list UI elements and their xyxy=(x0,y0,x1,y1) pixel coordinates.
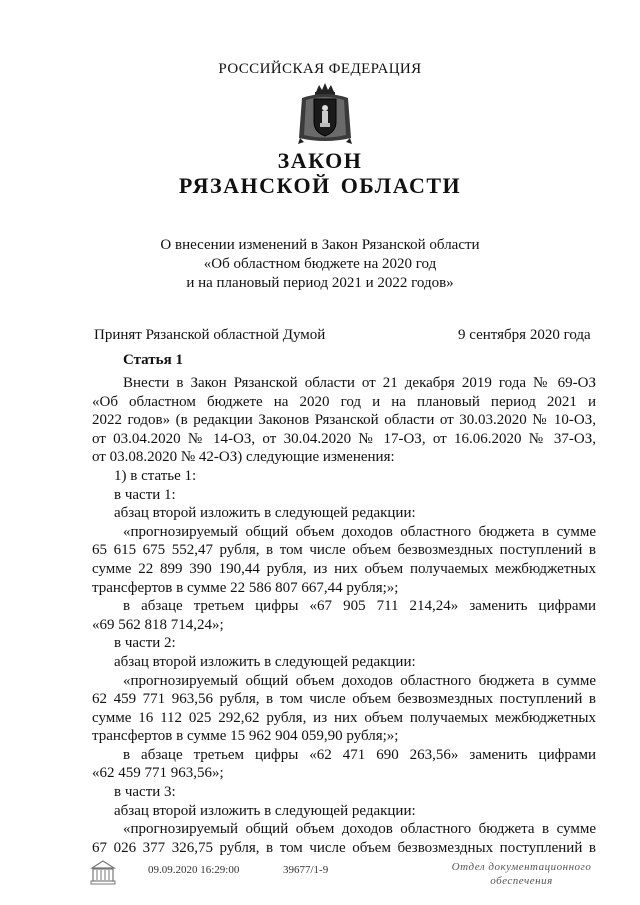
body-line: «прогнозируемый общий объем доходов областного бюджета в сумме xyxy=(123,523,596,540)
adopted-by: Принят Рязанской областной Думой xyxy=(94,327,326,343)
body-line: 2022 годов» (в редакции Законов Рязанской области от 30.03.2020 № 10-ОЗ, xyxy=(92,412,596,429)
body-line: абзац второй изложить в следующей редакции: xyxy=(114,802,416,819)
header-region-word: ОБЛАСТИ xyxy=(340,173,462,198)
body-line: в части 3: xyxy=(114,784,176,801)
body-line: от 03.08.2020 № 42-ОЗ) следующие изменения: xyxy=(92,449,395,466)
body-line: «прогнозируемый общий объем доходов областного бюджета в сумме xyxy=(123,821,596,838)
header-federation: РОССИЙСКАЯ ФЕДЕРАЦИЯ xyxy=(218,61,422,77)
body-line: Внести в Закон Рязанской области от 21 декабря 2019 года № 69-ОЗ xyxy=(123,375,596,391)
body-line: абзац второй изложить в следующей редакции: xyxy=(114,505,416,522)
body-line: «62 459 771 963,56»; xyxy=(92,765,224,782)
subject-line: О внесении изменений в Закон Рязанской области xyxy=(160,237,480,253)
body-line: «прогнозируемый общий объем доходов областного бюджета в сумме xyxy=(123,672,596,689)
body-line: от 03.04.2020 № 14-ОЗ, от 30.04.2020 № 17-ОЗ, от 16.06.2020 № 37-ОЗ, xyxy=(92,430,596,447)
body-line: в части 2: xyxy=(114,635,176,652)
body-line: абзац второй изложить в следующей редакции: xyxy=(114,653,416,670)
header-law-title: ЗАКОН xyxy=(277,148,363,173)
body-line: «69 562 818 714,24»; xyxy=(92,616,224,633)
body-line: 1) в статье 1: xyxy=(114,467,197,484)
body-line: 67 026 377 326,75 рубля, в том числе объем безвозмездных поступлений в xyxy=(92,839,596,856)
header-region-word: РЯЗАНСКОЙ xyxy=(178,173,331,198)
coat-of-arms-emblem xyxy=(296,82,354,146)
body-line: сумме 22 899 390 190,44 рубля, из них объем получаемых межбюджетных xyxy=(92,560,596,577)
header-region-title xyxy=(0,173,640,199)
body-line: трансфертов в сумме 15 962 904 059,90 рубля;»; xyxy=(92,728,399,745)
body-line: в части 1: xyxy=(114,486,176,503)
body-line: 62 459 771 963,56 рубля, в том числе объем безвозмездных поступлений в xyxy=(92,691,596,708)
subject-line: «Об областном бюджете на 2020 год xyxy=(203,256,437,272)
body-line: 65 615 675 552,47 рубля, в том числе объем безвозмездных поступлений в xyxy=(92,542,596,559)
body-line: трансфертов в сумме 22 586 807 667,44 рубля;»; xyxy=(92,579,399,596)
footer-dept-line: обеспечения xyxy=(490,875,553,887)
article-title: Статья 1 xyxy=(123,352,183,368)
body-line: «Об областном бюджете на 2020 год и на плановый период 2021 и xyxy=(92,393,596,410)
article-body xyxy=(92,374,596,857)
subject-line: и на плановый период 2021 и 2022 годов» xyxy=(186,275,454,291)
footer-doc-number: 39677/1-9 xyxy=(283,864,329,876)
footer-datetime: 09.09.2020 16:29:00 xyxy=(148,864,240,876)
footer-dept-line: Отдел документационного xyxy=(451,861,592,873)
building-stamp-icon xyxy=(88,858,118,888)
body-line: в абзаце третьем цифры «67 905 711 214,24» заменить цифрами xyxy=(123,598,596,615)
body-line: сумме 16 112 025 292,62 рубля, из них объем получаемых межбюджетных xyxy=(92,709,596,726)
adoption-date: 9 сентября 2020 года xyxy=(458,327,591,343)
body-line: в абзаце третьем цифры «62 471 690 263,56» заменить цифрами xyxy=(123,746,596,763)
footer-department-stamp xyxy=(444,860,599,888)
